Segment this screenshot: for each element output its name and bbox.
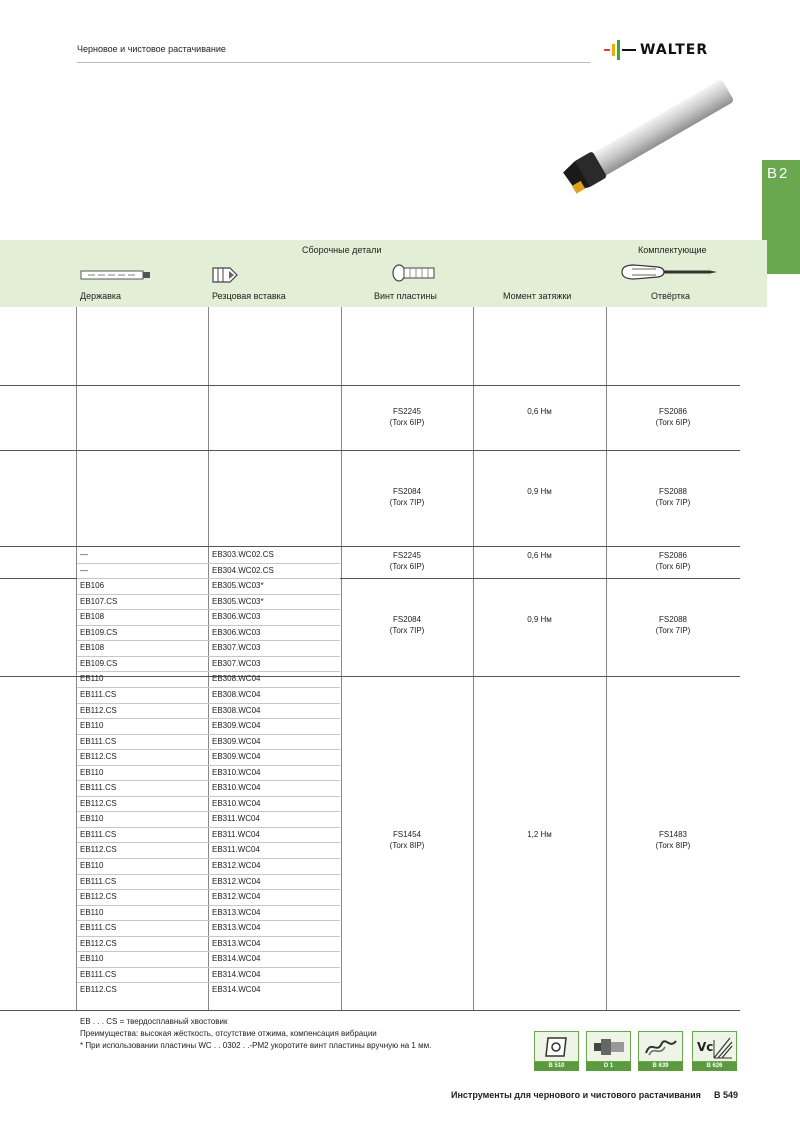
insert-cartridge-cell: EB307.WC03 [212,643,261,652]
holder-cell: EB111.CS [80,737,117,746]
insert-cartridge-cell: EB309.WC04 [212,752,261,761]
cell-rule [77,905,340,906]
insert-cartridge-cell: EB313.WC04 [212,908,261,917]
insert-cartridge-cell: EB314.WC04 [212,970,261,979]
insert-cartridge-cell: EB311.WC04 [212,830,260,839]
holder-cell: EB110 [80,954,104,963]
row-rule [0,1010,740,1011]
holder-cell: EB109.CS [80,659,118,668]
holder-cell: EB111.CS [80,690,117,699]
insert-cartridge-cell: EB313.WC04 [212,923,261,932]
column-header-torque: Момент затяжки [503,291,572,301]
holder-cell: EB106 [80,581,105,590]
logo-text: WALTER [640,42,709,58]
holder-cell: EB110 [80,768,104,777]
holder-cell: — [80,550,88,559]
holder-cell: EB111.CS [80,970,117,979]
page-number: B 549 [714,1090,739,1100]
cell-rule [77,734,340,735]
cell-rule [77,609,340,610]
insert-screw-cell: FS1454 (Torx 8IP) [389,830,425,850]
cell-rule [77,780,340,781]
screwdriver-cell: FS2086 (Torx 6IP) [655,551,691,571]
screwdriver-cell: FS2086 (Torx 6IP) [655,407,691,427]
cell-rule [77,640,340,641]
holder-cell: — [80,566,88,575]
torque-cell: 0,6 Нм [527,551,552,560]
insert-cartridge-cell: EB306.WC03 [212,612,261,621]
row-rule [0,676,740,677]
insert-cartridge-cell: EB304.WC02.CS [212,566,274,575]
insert-screw-cell: FS2245 (Torx 6IP) [389,551,425,571]
column-header-holder: Державка [80,291,122,301]
chip-icon [643,1035,679,1059]
footnote-cs: EB . . . CS = твердосплавный хвостовик [80,1017,228,1026]
insert-cartridge-cell: EB303.WC02.CS [212,550,274,559]
footer-title: Инструменты для чернового и чистового растачивания [451,1090,701,1100]
torque-cell: 1,2 Нм [527,830,552,839]
page-section-title: Черновое и чистовое растачивание [77,44,226,54]
insert-cartridge-cell: EB308.WC04 [212,706,261,715]
insert-cartridge-cell: EB310.WC04 [212,799,261,808]
row-rule [0,546,740,547]
insert-cartridge-cell: EB310.WC04 [212,783,261,792]
holder-cell: EB111.CS [80,877,117,886]
cell-rule [77,811,340,812]
holder-cell: EB112.CS [80,799,117,808]
holder-cell: EB110 [80,814,104,823]
insert-screw-cell: FS2084 (Torx 7IP) [389,615,425,635]
insert-cartridge-cell: EB309.WC04 [212,721,261,730]
cell-rule [77,687,340,688]
cell-rule [77,874,340,875]
insert-cartridge-cell: EB311.WC04 [212,814,260,823]
group-label-accessories: Комплектующие [638,245,707,255]
holder-cell: EB112.CS [80,706,117,715]
insert-screw-icon [392,263,436,283]
insert-cartridge-cell: EB312.WC04 [212,877,261,886]
insert-screw-cell: FS2245 (Torx 6IP) [389,407,425,427]
holder-cell: EB112.CS [80,985,117,994]
row-rule [0,450,740,451]
walter-logo [604,40,744,60]
insert-cartridge-cell: EB308.WC04 [212,690,261,699]
column-header-screwdriver: Отвёртка [651,291,690,301]
holder-cell: EB110 [80,674,104,683]
cell-rule [77,718,340,719]
screwdriver-cell: FS1483 (Torx 8IP) [655,830,691,850]
holder-cell: EB111.CS [80,830,117,839]
cell-rule [77,827,340,828]
holder-cell: EB110 [80,861,104,870]
torque-cell: 0,9 Нм [527,615,552,624]
cell-rule [77,765,340,766]
holder-cell: EB108 [80,643,105,652]
column-header-insert-screw: Винт пластины [374,291,437,301]
cell-rule [77,967,340,968]
svg-text:Vc: Vc [696,1039,713,1054]
cell-rule [77,563,340,564]
section-tab-b2[interactable]: B2 [762,160,800,274]
torque-cell: 0,9 Нм [527,487,552,496]
cell-rule [77,951,340,952]
insert-cartridge-icon [212,265,238,285]
insert-cartridge-cell: EB307.WC03 [212,659,261,668]
header-divider [77,62,590,63]
insert-cartridge-cell: EB312.WC04 [212,861,261,870]
screwdriver-cell: FS2088 (Torx 7IP) [655,487,691,507]
logo-bars-icon [604,40,640,60]
cutting-speed-icon [696,1034,734,1060]
group-label-assembly: Сборочные детали [302,245,382,255]
holder-cell: EB112.CS [80,845,117,854]
screwdriver-cell: FS2088 (Torx 7IP) [655,615,691,635]
boring-bar-image [550,70,750,200]
holder-cell: EB112.CS [80,752,117,761]
holder-cell: EB112.CS [80,939,117,948]
insert-cartridge-cell: EB311.WC04 [212,845,260,854]
insert-cartridge-cell: EB309.WC04 [212,737,261,746]
insert-cartridge-cell: EB308.WC04 [212,674,261,683]
insert-cartridge-cell: EB305.WC03* [212,581,264,590]
insert-cartridge-cell: EB305.WC03* [212,597,264,606]
holder-icon [80,268,152,282]
cell-rule [77,671,340,672]
column-header-insert-cartridge: Резцовая вставка [212,291,286,301]
footnote-screw: * При использовании пластины WC . . 0302 . .-PM2 укоротите винт пластины вручную на 1 мм. [80,1041,432,1050]
screwdriver-icon [620,262,720,282]
insert-cartridge-cell: EB310.WC04 [212,768,261,777]
insert-screw-cell: FS2084 (Torx 7IP) [389,487,425,507]
reference-badge-b510[interactable]: B 510 [534,1031,579,1071]
row-rule [0,385,740,386]
holder-cell: EB110 [80,908,104,917]
holder-cell: EB108 [80,612,105,621]
holder-cell: EB107.CS [80,597,118,606]
holder-cell: EB111.CS [80,783,117,792]
insert-icon [544,1035,570,1059]
footnotes [80,1016,431,1052]
holder-cell: EB111.CS [80,923,117,932]
holder-cell: EB112.CS [80,892,117,901]
reference-badge-b639[interactable]: B 639 [638,1031,683,1071]
insert-cartridge-cell: EB314.WC04 [212,985,261,994]
insert-cartridge-cell: EB314.WC04 [212,954,261,963]
footnote-advantages: Преимущества: высокая жёсткость, отсутствие отжима, компенсация вибрации [80,1029,377,1038]
tool-holder-icon [592,1036,626,1058]
insert-cartridge-cell: EB306.WC03 [212,628,261,637]
cell-rule [77,578,340,579]
torque-cell: 0,6 Нм [527,407,552,416]
insert-cartridge-cell: EB312.WC04 [212,892,261,901]
reference-badge-b626[interactable]: Vc B 626 [692,1031,737,1071]
cell-rule [77,858,340,859]
reference-badge-d1[interactable]: D 1 [586,1031,631,1071]
insert-cartridge-cell: EB313.WC04 [212,939,261,948]
cell-rule [77,920,340,921]
holder-cell: EB110 [80,721,104,730]
holder-cell: EB109.CS [80,628,118,637]
